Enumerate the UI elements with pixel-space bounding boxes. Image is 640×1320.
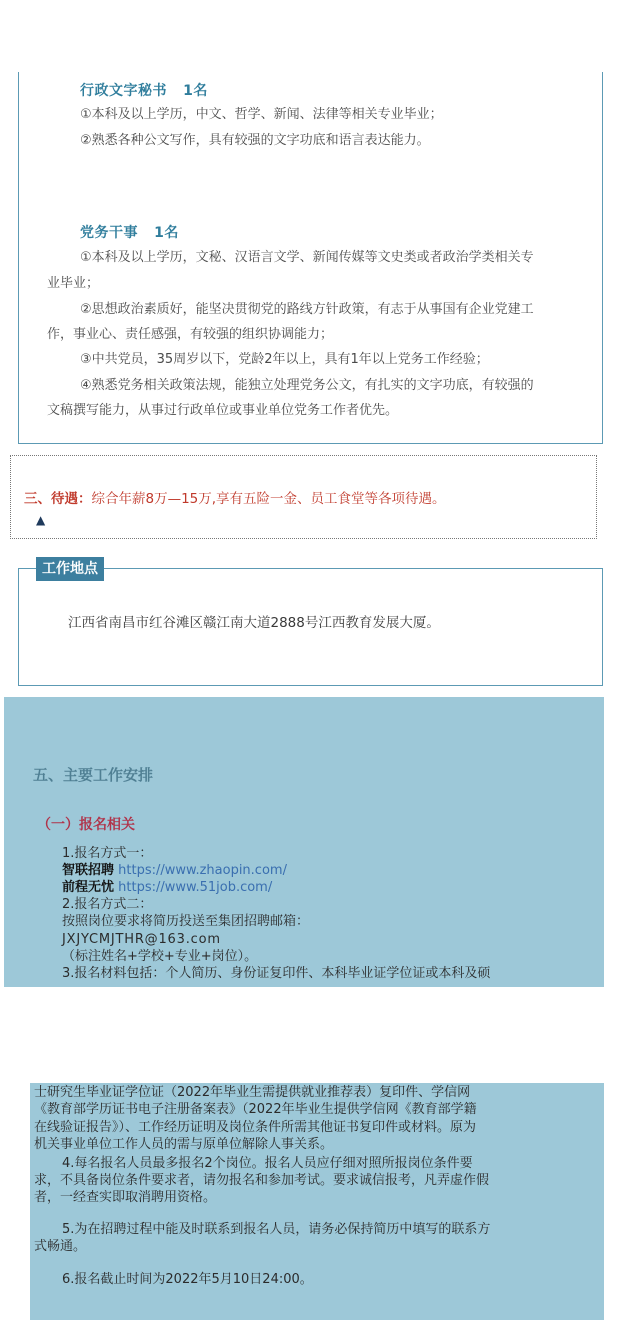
registration-method-2: 2.报名方式二：: [62, 897, 153, 912]
51job-link[interactable]: https://www.51job.com/: [118, 880, 273, 895]
job-requirement: 文稿撰写能力，从事过行政单位或事业单位党务工作者优先。: [47, 403, 399, 418]
location-tag: 工作地点: [36, 557, 104, 581]
rule-item-4: 求，不具备岗位条件要求者，请勿报名和参加考试。要求诚信报考，凡弄虚作假: [34, 1173, 490, 1188]
51job-label: 前程无忧: [62, 880, 115, 895]
rule-item-6: 6.报名截止时间为2022年5月10日24:00。: [62, 1272, 313, 1287]
benefits-text: [24, 487, 446, 507]
divider: [18, 568, 34, 569]
job-requirement: ①本科及以上学历，中文、哲学、新闻、法律等相关专业毕业；: [80, 107, 443, 122]
registration-subtitle: （一）报名相关: [37, 817, 135, 833]
job-title-party-affairs: 党务干事 1名: [80, 225, 179, 241]
section-title: 五、主要工作安排: [33, 766, 154, 784]
location-address: 江西省南昌市红谷滩区赣江南大道2888号江西教育发展大厦。: [68, 615, 440, 631]
materials-line: 3.报名材料包括：个人简历、身份证复印件、本科毕业证学位证或本科及硕: [62, 966, 491, 981]
zhilian-row: [62, 862, 287, 879]
job-requirement: 业毕业；: [47, 276, 100, 291]
job-requirement: 作，事业心、责任感强，有较强的组织协调能力；: [47, 327, 334, 342]
registration-method-2-desc: 按照岗位要求将简历投送至集团招聘邮箱：: [62, 914, 310, 929]
triangle-up-icon: ▲: [36, 513, 46, 527]
benefits-heading: 三、待遇：: [24, 491, 92, 507]
materials-cont: 机关事业单位工作人员的需与原单位解除人事关系。: [34, 1137, 334, 1152]
recruit-email[interactable]: JXJYCMJTHR@163.com: [62, 932, 221, 947]
email-note: （标注姓名+学校+专业+岗位）。: [62, 949, 258, 964]
registration-method-1: 1.报名方式一：: [62, 846, 153, 861]
benefits-detail: 综合年薪8万—15万,享有五险一金、员工食堂等各项待遇。: [91, 491, 446, 507]
materials-cont: 在线验证报告》）、工作经历证明及岗位条件所需其他证书复印件或材料。原为: [34, 1120, 477, 1135]
zhilian-label: 智联招聘: [62, 863, 115, 878]
rule-item-5: 式畅通。: [34, 1239, 87, 1254]
job-title-secretary: 行政文字秘书 1名: [80, 83, 208, 99]
materials-cont: 《教育部学历证书电子注册备案表》（2022年毕业生提供学信网《教育部学籍: [34, 1102, 477, 1117]
51job-row: [62, 879, 272, 896]
rule-item-5: 5.为在招聘过程中能及时联系到报名人员，请务必保持简历中填写的联系方: [62, 1222, 491, 1237]
rule-item-4: 者，一经查实即取消聘用资格。: [34, 1190, 217, 1205]
job-requirement: ④熟悉党务相关政策法规，能独立处理党务公文，有扎实的文字功底，有较强的: [80, 378, 534, 393]
rule-item-4: 4.每名报名人员最多报名2个岗位。报名人员应仔细对照所报岗位条件要: [62, 1156, 473, 1171]
job-requirement: ①本科及以上学历，文秘、汉语言文学、新闻传媒等文史类或者政治学类相关专: [80, 250, 534, 265]
materials-cont: 士研究生毕业证学位证（2022年毕业生需提供就业推荐表）复印件、学信网: [34, 1085, 471, 1100]
zhilian-link[interactable]: https://www.zhaopin.com/: [118, 863, 287, 878]
job-requirement: ③中共党员，35周岁以下，党龄2年以上，具有1年以上党务工作经验；: [80, 352, 489, 367]
job-requirement: ②熟悉各种公文写作，具有较强的文字功底和语言表达能力。: [80, 133, 430, 148]
job-requirement: ②思想政治素质好，能坚决贯彻党的路线方针政策，有志于从事国有企业党建工: [80, 302, 534, 317]
